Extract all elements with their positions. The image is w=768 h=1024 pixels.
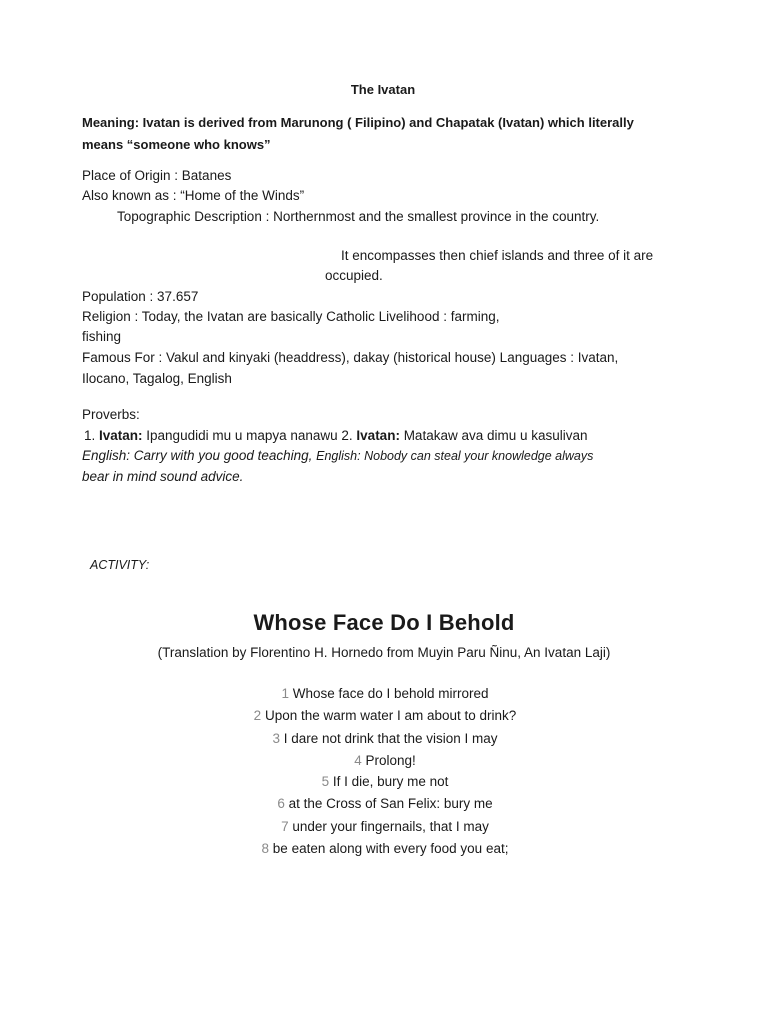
poem-line: [0, 731, 768, 746]
document-title: The Ivatan: [350, 82, 416, 97]
proverb-1-text: Ipangudidi mu u mapya nanawu 2.: [142, 428, 357, 443]
proverbs-label: Proverbs:: [82, 407, 140, 422]
proverb-line: [84, 428, 588, 443]
line-number: 2: [253, 708, 262, 723]
line-number: 6: [277, 796, 285, 811]
meaning-line-2: means “someone who knows”: [82, 137, 271, 152]
religion-line-1: Religion : Today, the Ivatan are basically Catholic Livelihood : farming,: [82, 309, 500, 324]
meaning-line-1: Meaning: Ivatan is derived from Marunong ( Filipino) and Chapatak (Ivatan) which literally: [82, 115, 634, 130]
line-text: If I die, bury me not: [329, 774, 449, 789]
line-number: 1: [281, 686, 289, 701]
line-number: 5: [321, 774, 330, 789]
english-translation-1: English: Carry with you good teaching,: [82, 448, 317, 463]
line-text: Upon the warm water I am about to drink?: [261, 708, 517, 723]
line-number: 4: [354, 753, 362, 768]
line-text: I dare not drink that the vision I may: [279, 731, 498, 746]
proverb-number-1: 1.: [84, 428, 100, 443]
english-translation-2: English: Nobody can steal your knowledge always: [316, 449, 594, 463]
encompass-line-2: occupied.: [325, 268, 383, 283]
proverb-2-language: Ivatan:: [356, 428, 400, 443]
proverb-1-language: Ivatan:: [99, 428, 143, 443]
english-translation-line-1: [82, 448, 593, 463]
poem-line: [0, 753, 768, 768]
famous-for-line-2: Ilocano, Tagalog, English: [82, 371, 232, 386]
line-text: Prolong!: [361, 753, 416, 768]
line-number: 7: [281, 819, 289, 834]
line-text: be eaten along with every food you eat;: [269, 841, 509, 856]
poem-line: [0, 841, 768, 856]
english-translation-line-2: bear in mind sound advice.: [82, 469, 244, 484]
proverb-2-text: Matakaw ava dimu u kasulivan: [399, 428, 588, 443]
place-of-origin: Place of Origin : Batanes: [82, 168, 232, 183]
line-number: 3: [272, 731, 280, 746]
poem-subtitle: (Translation by Florentino H. Hornedo from Muyin Paru Ñinu, An Ivatan Laji): [157, 645, 611, 660]
poem-line: [0, 819, 768, 834]
poem-line: [0, 774, 768, 789]
poem-line: [0, 686, 768, 701]
line-text: at the Cross of San Felix: bury me: [284, 796, 493, 811]
poem-title: Whose Face Do I Behold: [253, 610, 515, 635]
line-text: Whose face do I behold mirrored: [288, 686, 489, 701]
activity-label: ACTIVITY:: [90, 558, 150, 572]
line-number: 8: [261, 841, 270, 856]
famous-for-line-1: Famous For : Vakul and kinyaki (headdress), dakay (historical house) Languages : Ivatan,: [82, 350, 619, 365]
poem-line: [0, 708, 768, 723]
religion-line-2: fishing: [82, 329, 122, 344]
encompass-line-1: It encompasses then chief islands and three of it are: [341, 248, 654, 263]
topographic-description: Topographic Description : Northernmost and the smallest province in the country.: [117, 209, 600, 224]
also-known-as: Also known as : “Home of the Winds”: [82, 188, 305, 203]
population: Population : 37.657: [82, 289, 199, 304]
poem-line: [0, 796, 768, 811]
line-text: under your fingernails, that I may: [288, 819, 489, 834]
